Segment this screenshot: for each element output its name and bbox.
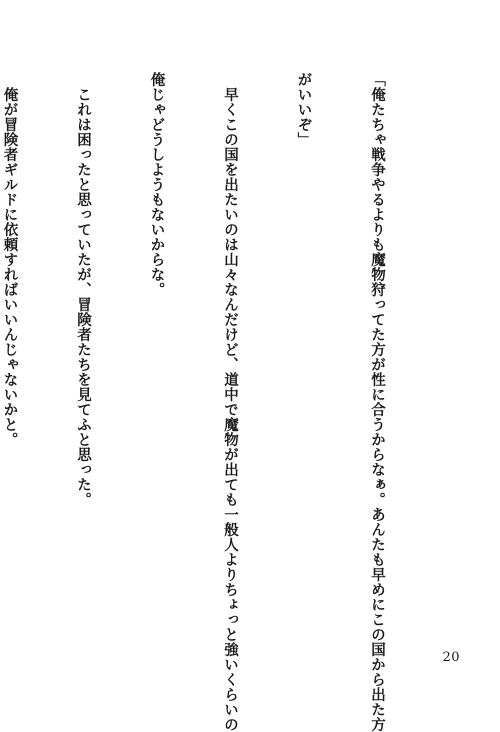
text-line: 俺じゃどうしようもないからな。	[148, 72, 166, 297]
vertical-text-body	[0, 72, 438, 732]
text-line: がいいぞ」	[295, 72, 313, 147]
text-line: これは困ったと思っていたが、冒険者たちを見てふと思った。	[75, 72, 92, 507]
text-line: 「俺たちゃ戦争やるよりも魔物狩ってた方が性に合うからなぁ。あんたも早めにこの国から出た方	[369, 72, 386, 732]
text-line: 早くこの国を出たいのは山々なんだけど、道中で魔物が出ても一般人よりちょっと強いくらいの	[222, 72, 239, 732]
page-number: 20	[442, 650, 460, 665]
text-line: 俺が冒険者ギルドに依頼すればいいんじゃないかと。	[1, 72, 19, 447]
